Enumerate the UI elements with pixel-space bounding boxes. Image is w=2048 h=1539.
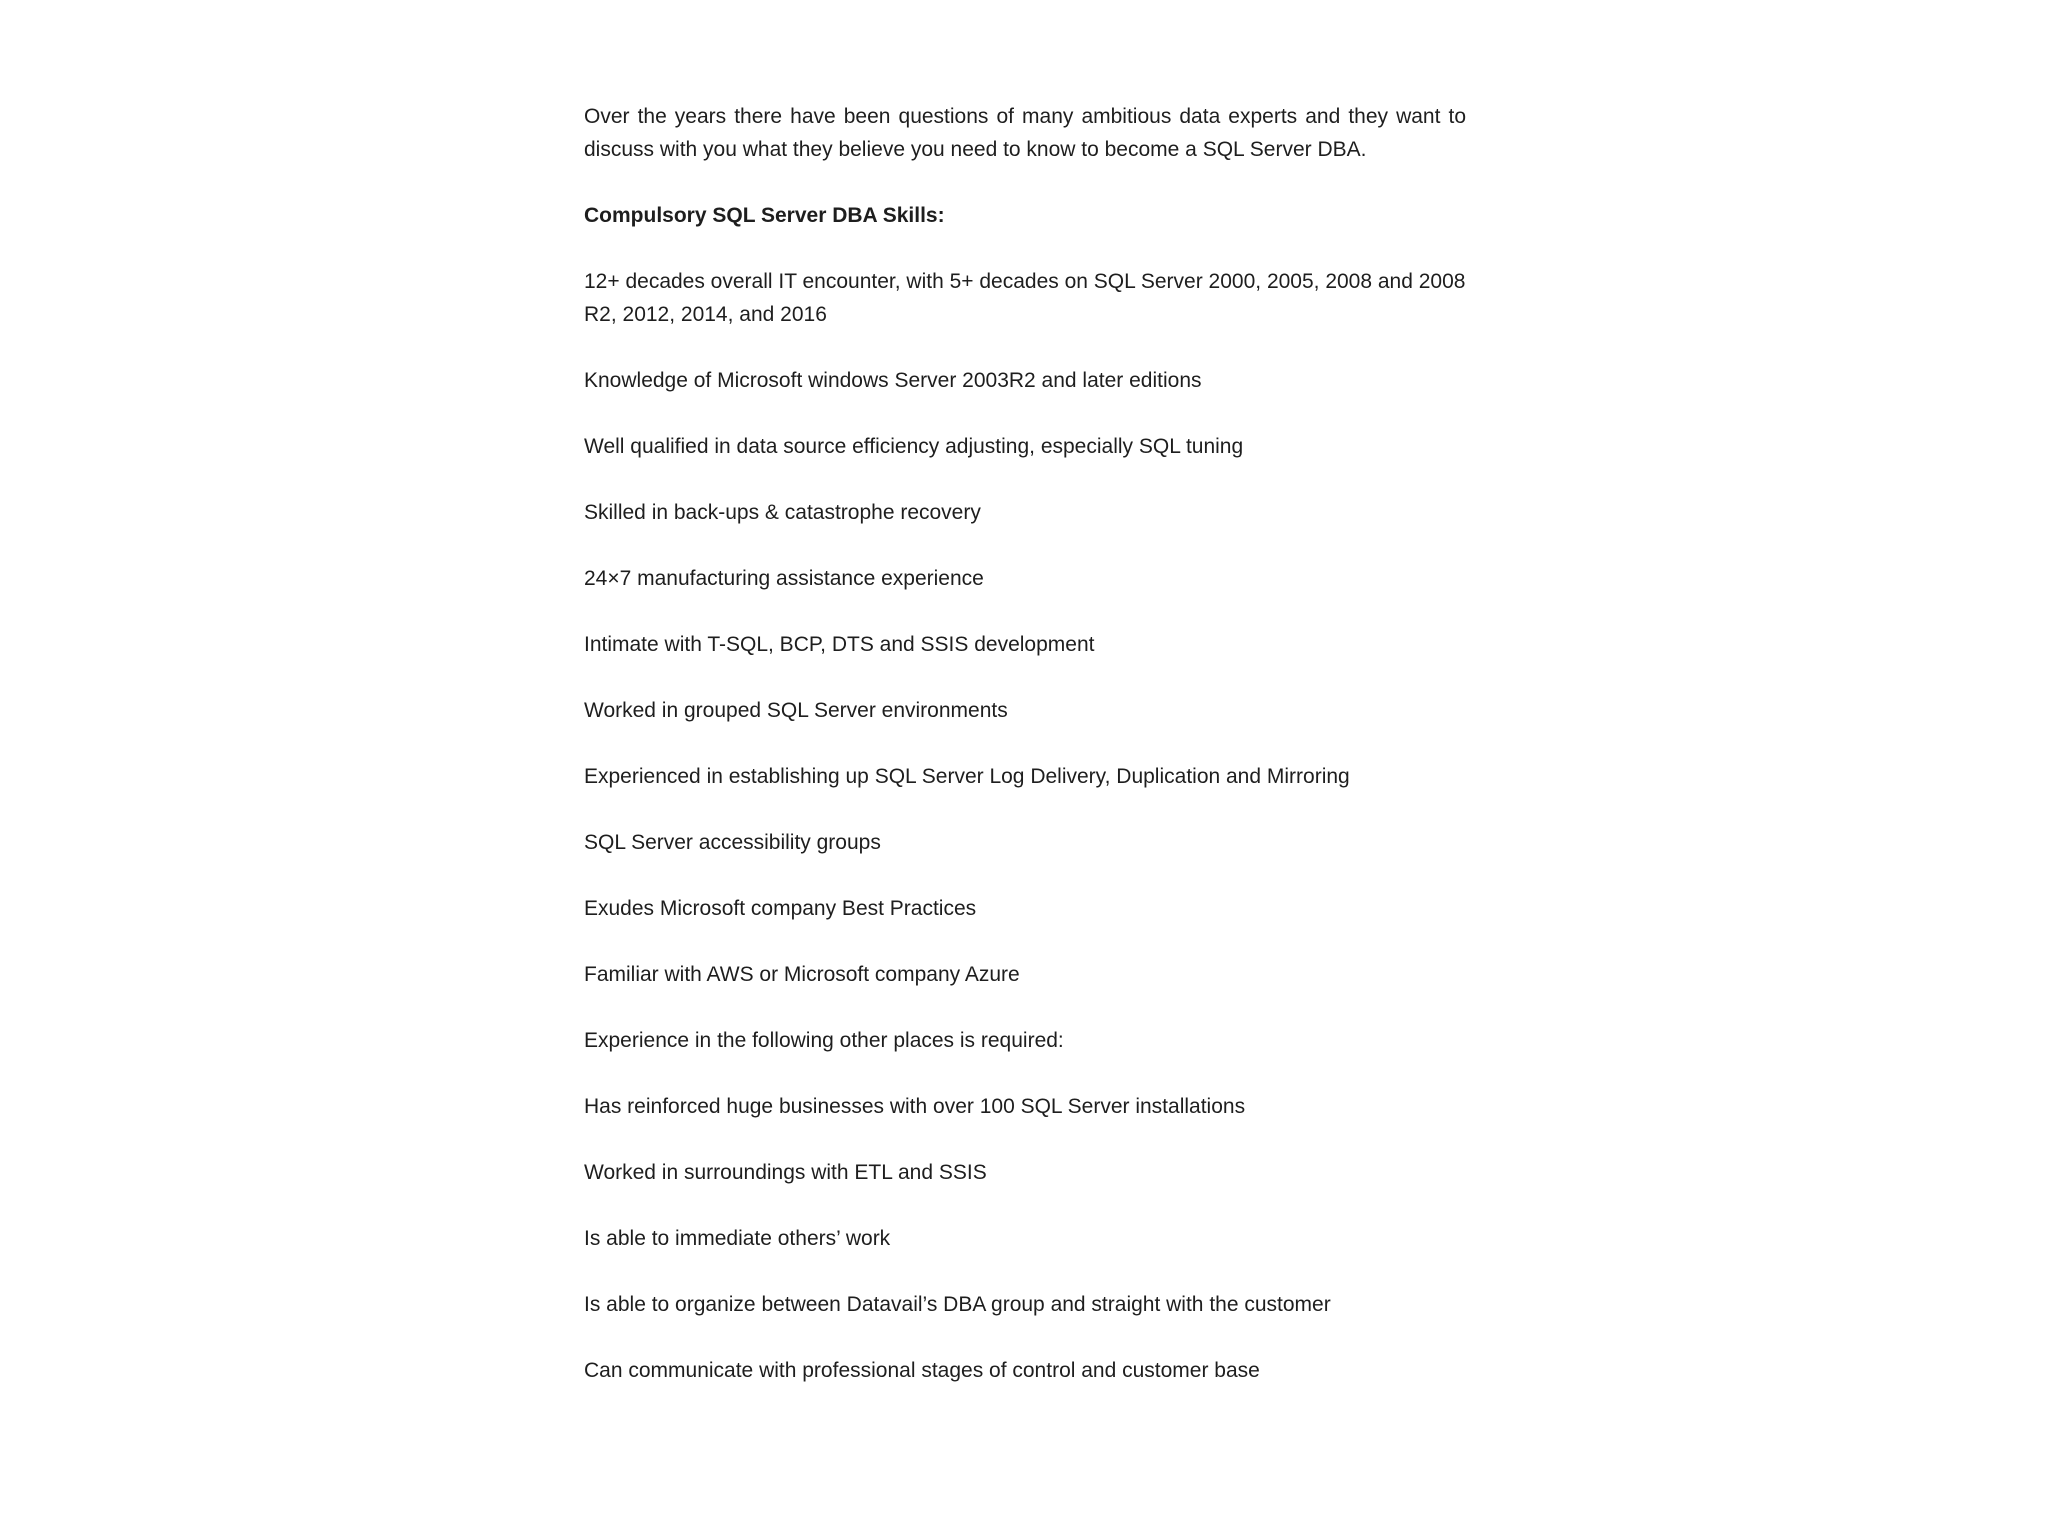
intro-paragraph: Over the years there have been questions of many ambitious data experts and they want to discuss with you what they believe you need to know to become a SQL Server DBA.	[584, 105, 1466, 161]
skill-item: Can communicate with professional stages of control and customer base	[584, 1359, 1260, 1382]
skill-item: Skilled in back-ups & catastrophe recovery	[584, 501, 981, 524]
skill-item: Experience in the following other places is required:	[584, 1029, 1064, 1052]
skill-item: Knowledge of Microsoft windows Server 2003R2 and later editions	[584, 369, 1202, 392]
skills-heading: Compulsory SQL Server DBA Skills:	[584, 204, 945, 227]
skill-item: Exudes Microsoft company Best Practices	[584, 897, 977, 920]
skill-item: Intimate with T-SQL, BCP, DTS and SSIS development	[584, 633, 1095, 656]
skill-item: 24×7 manufacturing assistance experience	[584, 567, 984, 590]
document-body	[584, 100, 1466, 1420]
skill-item: Worked in surroundings with ETL and SSIS	[584, 1161, 987, 1184]
skill-item: Experienced in establishing up SQL Server Log Delivery, Duplication and Mirroring	[584, 765, 1350, 788]
skill-item: Worked in grouped SQL Server environments	[584, 699, 1008, 722]
skill-item: Is able to organize between Datavail’s DBA group and straight with the customer	[584, 1293, 1331, 1316]
skill-item: Well qualified in data source efficiency adjusting, especially SQL tuning	[584, 435, 1244, 458]
skill-item: Is able to immediate others’ work	[584, 1227, 891, 1250]
skill-item: Has reinforced huge businesses with over 100 SQL Server installations	[584, 1095, 1246, 1118]
skill-item: Familiar with AWS or Microsoft company Azure	[584, 963, 1020, 986]
skill-item: SQL Server accessibility groups	[584, 831, 881, 854]
skill-item: 12+ decades overall IT encounter, with 5+ decades on SQL Server 2000, 2005, 2008 and 2008 R2, 2012, 2014, and 2016	[584, 270, 1466, 326]
